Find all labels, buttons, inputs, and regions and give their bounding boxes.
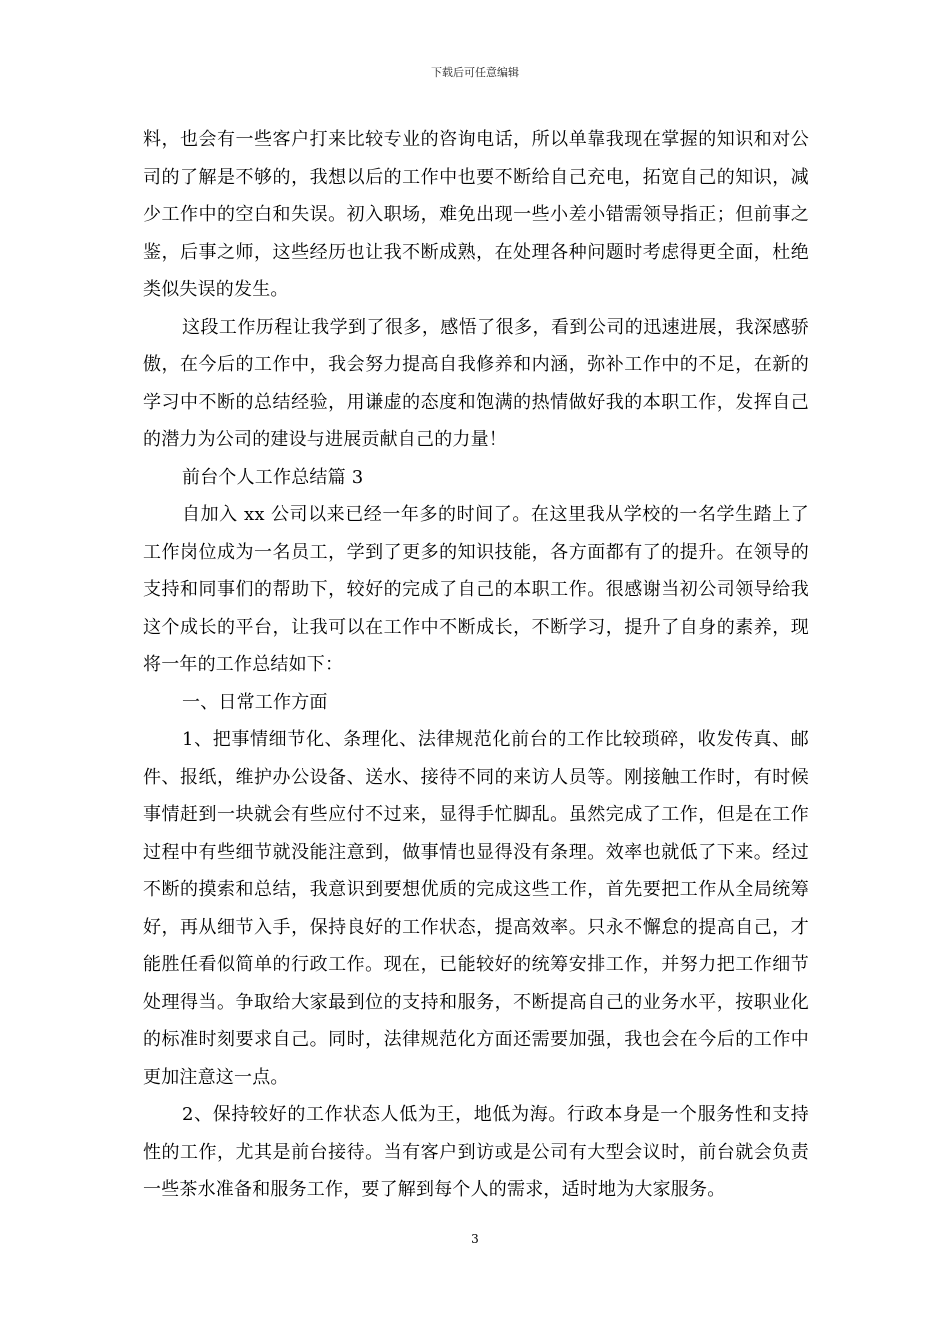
paragraph-intro: 自加入 xx 公司以来已经一年多的时间了。在这里我从学校的一名学生踏上了工作岗位成为一名员工，学到了更多的知识技能，各方面都有了的提升。在领导的支持和同事们的帮助下，较好的完成了自己的本职工作。很感谢当初公司领导给我这个成长的平台，让我可以在工作中不断成长，不断学习，提升了自身的素养，现将一年的工作总结如下：: [143, 504, 809, 675]
paragraph-item-1: 1、把事情细节化、条理化、法律规范化前台的工作比较琐碎，收发传真、邮件、报纸，维护办公设备、送水、接待不同的来访人员等。刚接触工作时，有时候事情赶到一块就会有些应付不过来，显得手忙脚乱。虽然完成了工作，但是在工作过程中有些细节就没能注意到，做事情也显得没有条理。效率也就低了下来。经过不断的摸索和总结，我意识到要想优质的完成这些工作，首先要把工作从全局统筹好，再从细节入手，保持良好的工作状态，提高效率。只永不懈怠的提高自己，才能胜任看似简单的行政工作。现在，已能较好的统筹安排工作，并努力把工作细节处理得当。争取给大家最到位的支持和服务，不断提高自己的业务水平，按职业化的标准时刻要求自己。同时，法律规范化方面还需要加强，我也会在今后的工作中更加注意这一点。: [143, 729, 809, 1088]
section-title: 前台个人工作总结篇 3: [182, 466, 364, 488]
paragraph-continuation: 料，也会有一些客户打来比较专业的咨询电话，所以单靠我现在掌握的知识和对公司的了解是不够的，我想以后的工作中也要不断给自己充电，拓宽自己的知识，减少工作中的空白和失误。初入职场，难免出现一些小差小错需领导指正；但前事之鉴，后事之师，这些经历也让我不断成熟，在处理各种问题时考虑得更全面，杜绝类似失误的发生。: [143, 129, 809, 300]
document-body: [143, 121, 809, 1209]
paragraph-item-2: 2、保持较好的工作状态人低为王，地低为海。行政本身是一个服务性和支持性的工作，尤其是前台接待。当有客户到访或是公司有大型会议时，前台就会负责一些茶水准备和服务工作，要了解到每个人的需求，适时地为大家服务。: [143, 1104, 809, 1200]
paragraph-reflection: 这段工作历程让我学到了很多，感悟了很多，看到公司的迅速进展，我深感骄傲，在今后的工作中，我会努力提高自我修养和内涵，弥补工作中的不足，在新的学习中不断的总结经验，用谦虚的态度和饱满的热情做好我的本职工作，发挥自己的潜力为公司的建设与进展贡献自己的力量！: [143, 316, 809, 450]
page-number: 3: [471, 1232, 479, 1246]
section-heading-daily-work: 一、日常工作方面: [182, 691, 328, 713]
page-header: 下载后可任意编辑: [431, 66, 519, 79]
